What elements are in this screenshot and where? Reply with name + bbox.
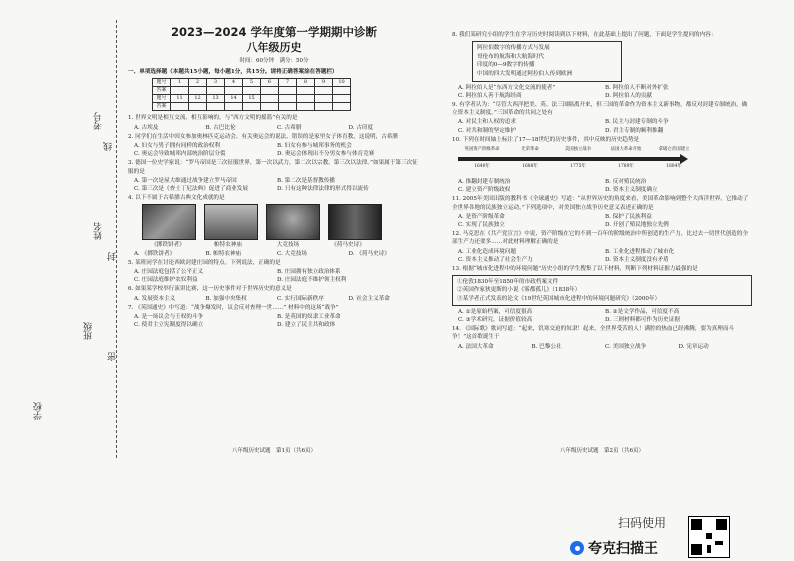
answer-options [452,308,752,324]
question-text: 11. 2005年美国出版的教科书《全球通史》写道：“从世界历史的角度来看，美国革命影响到整个大西洋世界，它推动了全世界各地的民族独立运动，”下列选项中，对美国独立战争历史意义表述正确的是 [452,196,749,211]
answer-cell[interactable] [297,87,315,95]
answer-table-row [153,95,351,103]
page-right [452,30,752,450]
right-questions [452,31,752,351]
answer-cell[interactable] [207,103,225,111]
artwork-image [328,204,382,240]
answer-option[interactable]: B. 阿拉伯人不断对外扩张 [605,84,669,91]
answer-cell [333,95,351,103]
image-caption: 《荷马史诗》 [331,242,365,249]
answer-cell: 6 [261,79,279,87]
answer-cell[interactable] [189,87,207,95]
answer-options [128,250,420,258]
timeline-event: 美国独立战争 [564,147,592,152]
answer-cell[interactable] [171,87,189,95]
answer-option[interactable]: B. 第二次是基督教传播 [277,177,336,184]
answer-option[interactable]: D. 宪章运动 [678,343,709,350]
answer-option[interactable]: D. 开创了殖民地独立先例 [605,222,669,229]
answer-option[interactable]: B. 加强中央集权 [205,295,247,302]
page-left [128,22,420,454]
question-text: 1. 世界文明是相互交流、相互影响的。与“西方文明的摇篮”有关的是 [128,115,298,122]
question-text: 10. 下列在时间轴上标注了17—18世纪的历史事件，其中反映的历史趋势是 [452,136,640,143]
answer-options [452,178,752,194]
answer-option[interactable]: C. 阿拉伯人善于航海经商 [458,92,522,99]
answer-cell: 3 [207,79,225,87]
answer-option[interactable]: A. 是资产阶级革命 [458,213,505,220]
answer-option[interactable]: B. 庄园拥有独立政治体系 [277,269,341,276]
question-text: 6. 如果某学校举行演讲比赛，这一历史事件对于世界历史的意义是 [128,286,292,293]
answer-option[interactable]: A. 庄园法庭包括了公平正义 [134,269,204,276]
question-text: 3. 德国一位史学家说：“罗马帝国是三次征服世界，第一次以武力，第二次以宗教，第三次以法律。”如果属于第三次征服的是 [128,160,418,175]
question-images [142,204,420,240]
answer-option[interactable]: A. 古埃及 [134,124,159,131]
binding-margin [6,22,116,462]
answer-option[interactable]: A. 推翻封建专制统治 [458,179,511,185]
answer-options [452,84,752,100]
qr-code-icon[interactable] [688,516,730,558]
answer-option[interactable]: C. 美国独立战争 [605,343,647,350]
material-line: 中国的四大发明通过阿拉伯人传到欧洲 [477,70,573,77]
answer-table-header: 题号 [153,95,171,103]
seal-label: 封 [108,252,118,261]
answer-option[interactable]: D. 社会主义革命 [348,295,390,302]
question-text: 2. 同学们在生活中因女参加奥林匹克运动会。有关奥运会的说法，错误的是家里女子体育教，这说明，古希腊 [128,133,399,140]
answer-option[interactable]: A. 工业化造成环境问题 [458,248,516,255]
answer-option[interactable]: D. 奥运会体现出不分男女参与体育竞赛 [277,151,375,158]
answer-option[interactable]: B. 是英国的奴隶工业革命 [277,314,341,321]
answer-option[interactable]: C. 对共和制的坚定维护 [458,127,516,134]
answer-option[interactable]: B. 反对殖民统治 [605,179,647,185]
answer-option[interactable]: A. 阿拉伯人是“东西方文化交流的使者” [458,84,556,91]
answer-option[interactable]: C. 使君主立宪制度得以确立 [134,322,204,329]
answer-option[interactable]: A. 《掷铁饼者》 [134,250,176,257]
answer-option[interactable]: B. 古巴比伦 [205,124,236,131]
exam-subject: 八年级历史 [246,41,302,54]
school-label: 学校 [34,402,44,420]
material-line: 阿拉伯数字的传播方式与发展 [477,45,550,52]
answer-cell: 7 [279,79,297,87]
answer-option[interactable]: D. 资本主义制度确立 [605,187,658,194]
answer-options [128,313,420,329]
answer-option[interactable]: B. 民主与封建专制的斗争 [605,119,669,126]
answer-option[interactable]: B. ②是文学作品，可信度不高 [605,308,680,315]
class-label: 班级 [84,322,94,340]
answer-option[interactable]: C. 实现了民族独立 [458,222,505,229]
answer-cell: 2 [189,79,207,87]
artwork-image [142,204,196,240]
answer-table-header: 答案 [153,87,171,95]
answer-table-header: 题号 [153,79,171,87]
answer-option[interactable]: B. 工业化进程推动了城市化 [605,248,675,255]
timeline-year: 1775年 [570,164,586,169]
right-footer: 八年级历史试题 第2页（共6页） [560,448,644,454]
image-caption: 帕特农神庙 [214,242,242,249]
answer-option[interactable]: B. 保护了民族利益 [605,213,652,220]
source-line: ③某学者正式发表的论文《19世纪英国城市化进程中的环境问题研究》（2000年） [457,295,661,302]
answer-cell: 10 [333,79,351,87]
answer-options [452,343,752,351]
answer-cell: 13 [207,95,225,103]
answer-cell [279,95,297,103]
question-text: 9. 有学者认为：“尽管大西洋把美、英、法三国隔离开来，但三国的革命作为资本主义新事物，都反对封建专制统治，确立资本主义制度。”三国革命的共同之处有 [452,101,748,117]
timeline-event: 拿破仑帝国建立 [658,147,690,152]
answer-option[interactable]: A. 发展资本主义 [134,295,176,302]
answer-cell: 4 [225,79,243,87]
answer-option[interactable]: D. 建立了民主共和政体 [277,322,336,329]
section-heading: 一、单项选择题（本题共15小题，每小题1分，共15分。请将正确答案涂在答题栏） [128,69,338,76]
answer-cell[interactable] [279,103,297,111]
answer-cell: 15 [243,95,261,103]
answer-option[interactable]: B. 巴黎公社 [531,343,562,350]
answer-option[interactable]: A. 是一场议会与王权的斗争 [134,314,204,321]
timeline-event: 法国大革命开始 [610,147,642,152]
timeline-year: 1804年 [666,164,682,169]
answer-option[interactable]: C. 实行国际新秩序 [277,295,324,302]
timeline-year: 1789年 [618,164,634,169]
question-text: 4. 以下不属于古希腊古典文化成就的是 [128,195,225,202]
question-text: 12. 马克思在《共产党宣言》中说，资产阶级在它的不到一百年的阶级统治中所创造的生产力，比过去一切世代创造的全部生产力还要多……对此材料理解正确的是 [452,231,748,246]
timeline-year: 1640年 [474,164,490,169]
answer-option[interactable]: A. ①是原始档案，可信度很高 [458,308,533,315]
answer-table-row [153,87,351,95]
timeline-event: 光荣革命 [521,147,539,152]
answer-cell[interactable] [189,103,207,111]
answer-option[interactable]: C. 建立资产阶级政权 [458,187,511,194]
answer-option[interactable]: C. 大竞技场 [277,250,308,257]
exam-meta: 时间：60分钟 满分：50分 [239,58,309,64]
answer-option[interactable]: C. 庄园法庭维护农奴利益 [134,277,198,284]
answer-table-row [153,103,351,111]
watermark-text: 扫码使用 [618,516,667,530]
secret-label: 密 [108,352,118,361]
answer-option[interactable]: A. 妇女与男子拥有同样的政治权利 [134,143,220,150]
answer-cell: 9 [315,79,333,87]
timeline-bar [458,157,682,161]
answer-cell [261,95,279,103]
source-line: ①伦敦1830年至1850年的市政档案文件 [457,279,559,286]
answer-table-header: 答案 [153,103,171,111]
answer-option[interactable]: D. 三则材料都可作为历史证据 [605,317,680,324]
material-box [472,41,622,81]
answer-cell[interactable] [243,103,261,111]
app-name: 夸克扫描王 [588,541,658,557]
timeline-event: 英国资产阶级革命 [464,147,500,152]
answer-option[interactable]: C. ③学术研究，证据价值较高 [458,317,533,324]
answer-option[interactable]: C. 奥运会导致城邦内部统治阶层分裂 [134,151,226,158]
answer-options [128,124,420,132]
exam-no-label: 考号 [94,112,104,130]
answer-cell[interactable] [333,103,351,111]
timeline-year: 1688年 [522,164,538,169]
answer-cell[interactable] [261,87,279,95]
answer-cell: 12 [189,95,207,103]
answer-cell: 1 [171,79,189,87]
exam-title: 2023—2024 学年度第一学期期中诊断 [170,25,378,39]
answer-table [152,78,351,111]
answer-option[interactable]: D. 资本主义制度没有矛盾 [605,256,669,263]
answer-option[interactable]: D. 阿拉伯人的贡献 [605,92,652,99]
answer-cell[interactable] [297,103,315,111]
quark-logo-icon [570,541,584,555]
answer-option[interactable]: D. 君主专制的顺利推翻 [605,127,664,134]
question-text: 7. 《英国通史》中写道：“战争爆发时，议会反对查理一世……” 材料中的这场“战争” [128,304,339,311]
answer-options [128,142,420,158]
answer-option[interactable]: A. 法国大革命 [458,343,494,350]
answer-options [128,177,420,193]
question-text: 13. 根据“城市化进程中的环境问题”历史小组的学生搜集了以下材料，判断下列材料证据力最强的是 [452,266,698,273]
answer-option[interactable]: A. 第一次是屋大维通过战争建立罗马帝国 [134,177,237,184]
answer-option[interactable]: D. 《荷马史诗》 [348,250,390,257]
answer-options [452,248,752,264]
answer-cell [297,95,315,103]
answer-options [128,268,420,284]
answer-cell [315,95,333,103]
answer-options [452,118,752,134]
answer-option[interactable]: C. 资本主义推动了社会生产力 [458,256,533,263]
answer-option[interactable]: D. 古印度 [348,124,374,131]
binding-line [116,20,117,458]
answer-option[interactable]: C. 第三次是《查士丁尼法典》促进了商业发展 [134,186,248,193]
answer-cell: 5 [243,79,261,87]
answer-cell[interactable] [279,87,297,95]
answer-option[interactable]: B. 帕特农神庙 [205,250,242,257]
answer-options [128,295,420,303]
source-line: ②英国作家狄更斯的小说《雾都孤儿》（1838年） [457,287,581,294]
image-captions [142,241,420,249]
image-caption: 《掷铁饼者》 [151,242,185,249]
question-text: 8. 我们某研究小组的学生在学习历史时阅读到以下材料，在此基础上提出了问题，下面是学生提问的内容： [452,32,717,38]
answer-cell[interactable] [315,87,333,95]
answer-options [452,213,752,229]
question-text: 14. 《国际歌》歌词写道：“起来，饥寒交迫的奴隶！起来，全世界受苦的人！满腔的热血已经沸腾，要为真理而斗争！”这首歌诞生于 [452,326,735,341]
artwork-image [204,204,258,240]
answer-cell[interactable] [243,87,261,95]
answer-table-row [153,79,351,87]
answer-cell: 11 [171,95,189,103]
history-timeline [458,146,752,176]
question-text: 5. 某班同学在讨论西欧封建庄园的特点。下列说法，正确的是 [128,259,281,266]
answer-option[interactable]: D. 只有这种法律法律的形式得以流传 [277,186,369,193]
name-label: 姓名 [94,222,104,240]
left-footer: 八年级历史试题 第1页（共6页） [232,448,316,454]
answer-cell[interactable] [225,103,243,111]
answer-cell: 14 [225,95,243,103]
answer-cell[interactable] [207,87,225,95]
answer-option[interactable]: C. 古希腊 [277,124,302,131]
image-caption: 大竞技场 [276,242,300,249]
app-logo [570,538,658,558]
answer-cell: 8 [297,79,315,87]
answer-cell[interactable] [225,87,243,95]
answer-cell[interactable] [171,103,189,111]
answer-option[interactable]: A. 对民主和人权的追求 [458,119,516,126]
answer-cell[interactable] [333,87,351,95]
answer-cell[interactable] [261,103,279,111]
answer-cell[interactable] [315,103,333,111]
answer-option[interactable]: B. 妇女有参与城邦事务的机会 [277,143,352,150]
source-box [452,275,752,306]
artwork-image [266,204,320,240]
material-line: 哥伦布的航海和大航海时代 [477,53,545,60]
material-line: 印度的0—9数字的传播 [477,62,535,69]
line-label: 线 [104,142,114,151]
answer-option[interactable]: D. 庄园法庭不维护领主权利 [277,277,347,284]
left-questions [128,114,420,329]
